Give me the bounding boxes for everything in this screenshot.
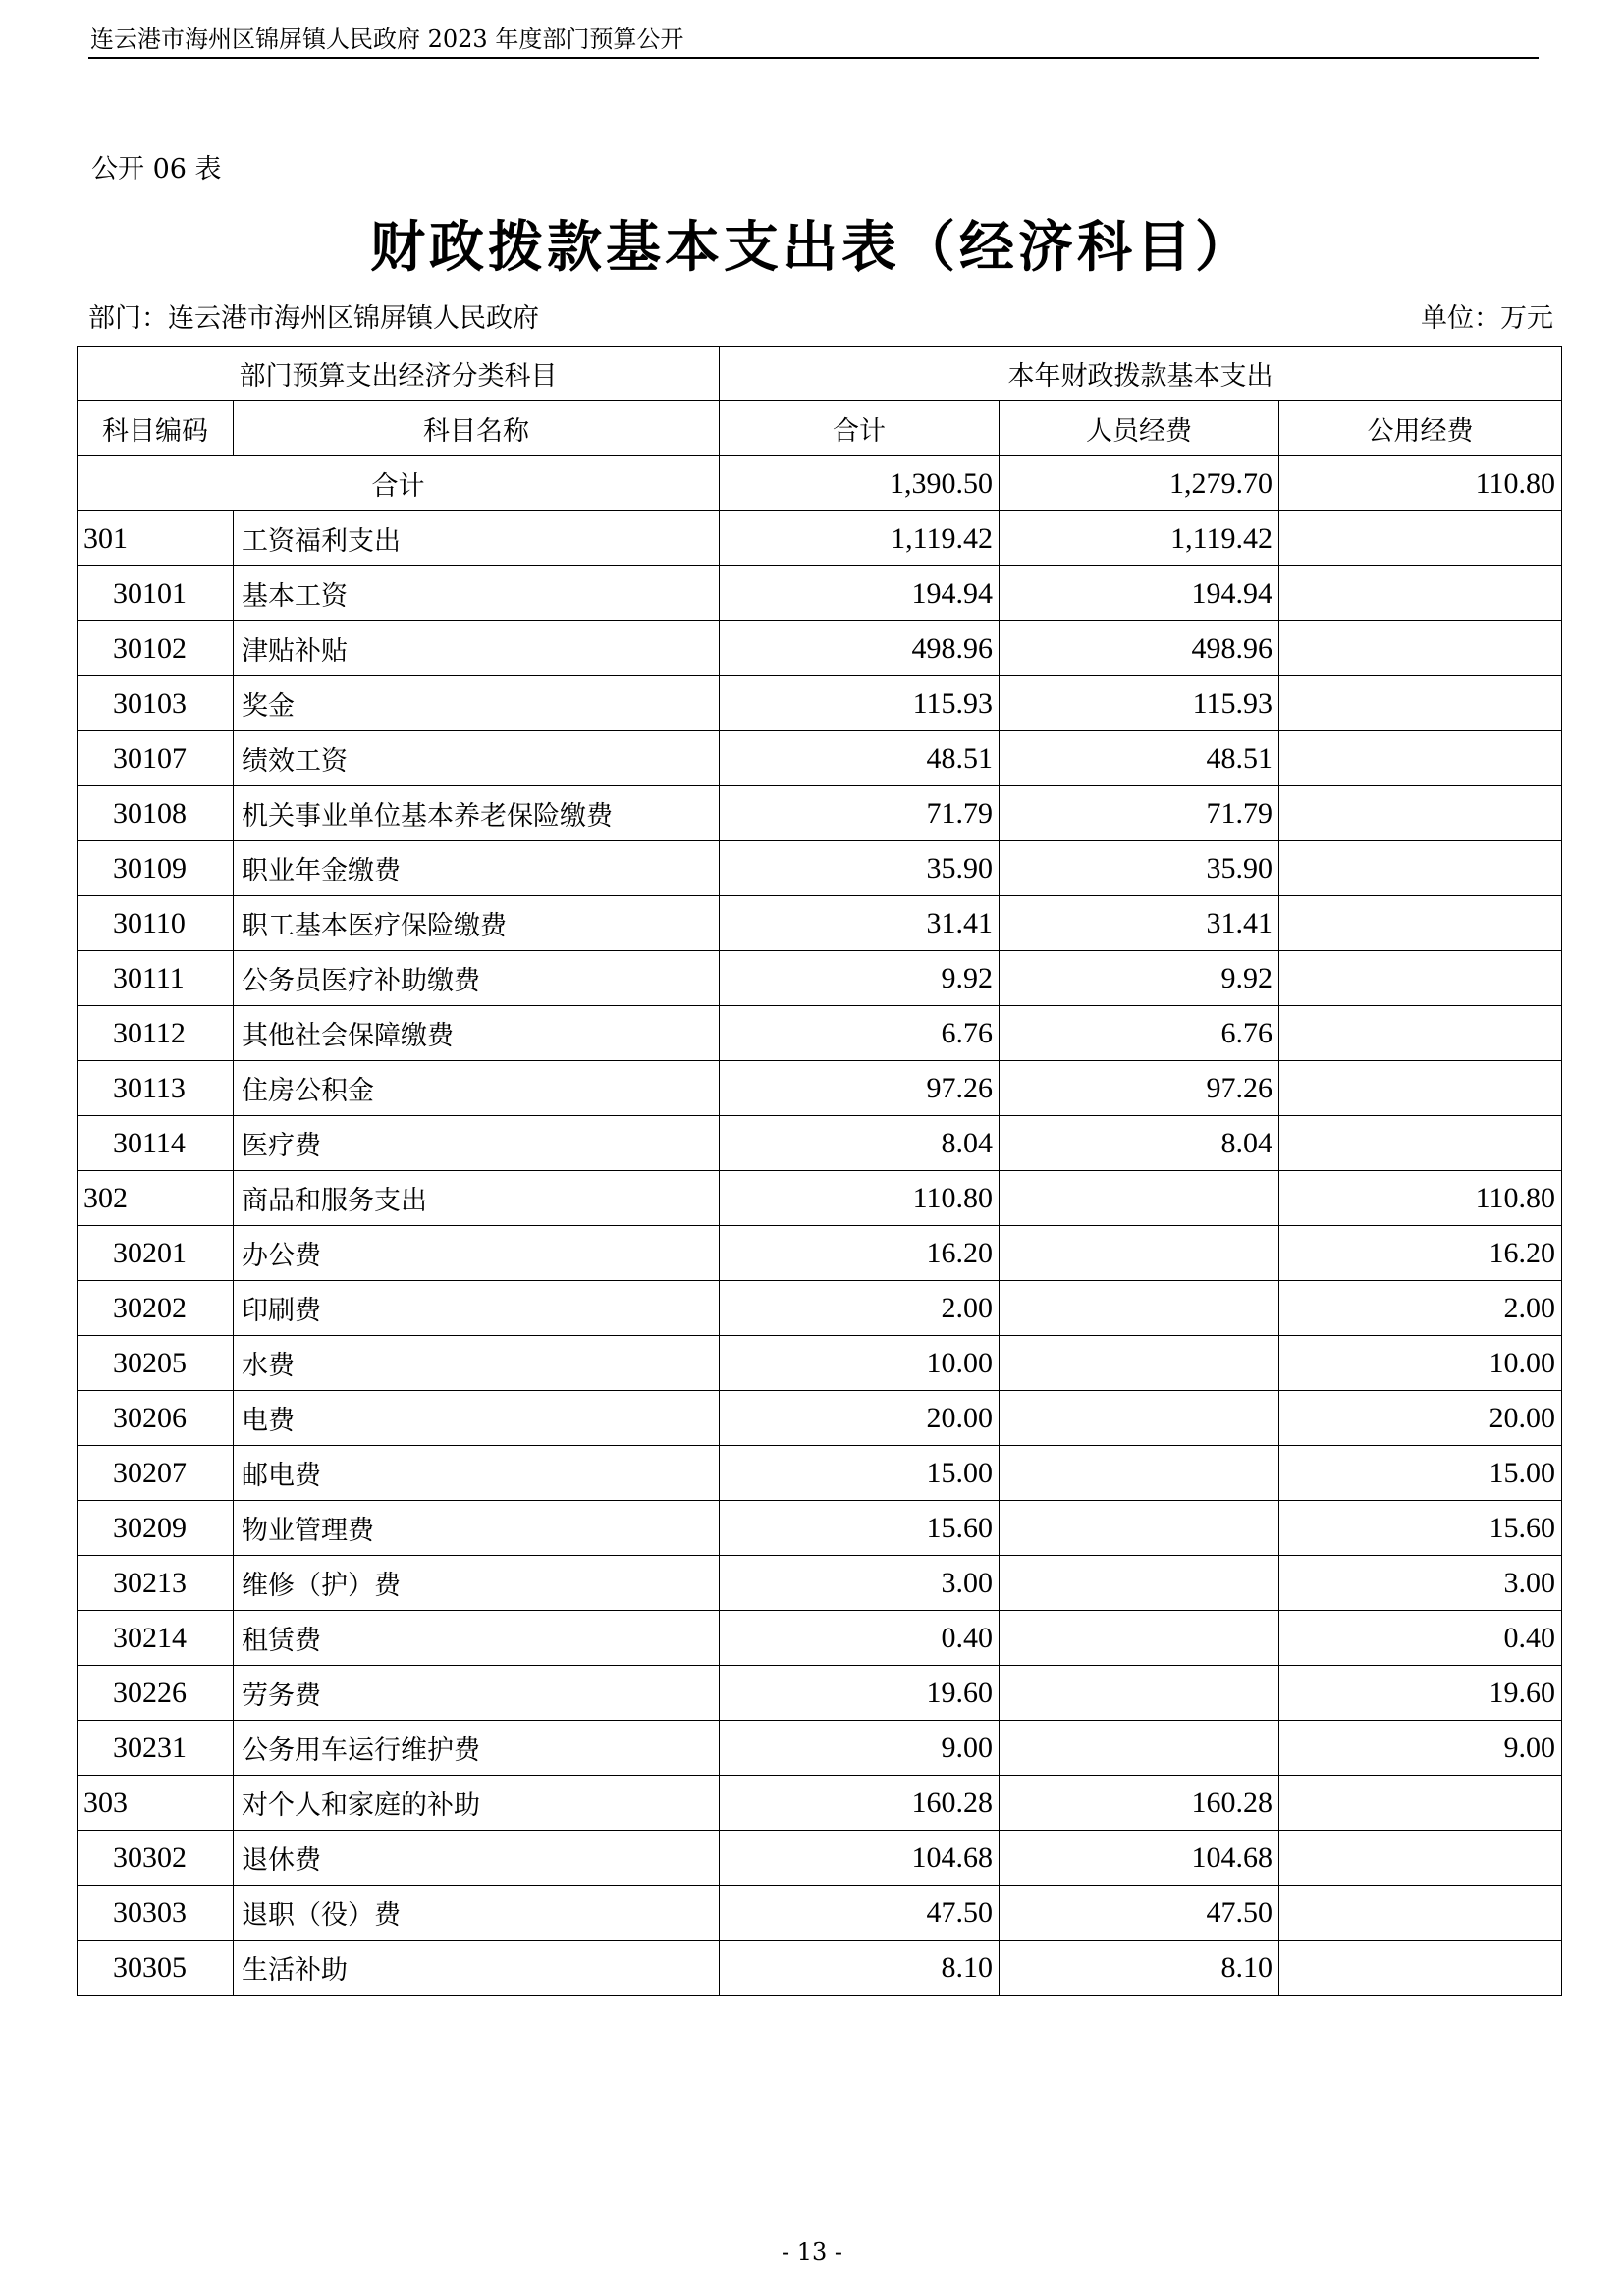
table-row (78, 1941, 1562, 1996)
cell-name: 工资福利支出 (234, 511, 720, 566)
cell-public (1279, 1061, 1562, 1116)
cell-code: 30110 (78, 896, 234, 951)
cell-public (1279, 1941, 1562, 1996)
cell-name: 物业管理费 (234, 1501, 720, 1556)
cell-personnel: 104.68 (1000, 1831, 1279, 1886)
cell-name: 职工基本医疗保险缴费 (234, 896, 720, 951)
cell-public: 15.60 (1279, 1501, 1562, 1556)
cell-name: 退职（役）费 (234, 1886, 720, 1941)
table-row (78, 1886, 1562, 1941)
cell-code: 30114 (78, 1116, 234, 1171)
table-number: 公开 06 表 (91, 154, 222, 185)
cell-code: 303 (78, 1776, 234, 1831)
total-personnel: 1,279.70 (1000, 456, 1279, 511)
cell-name: 劳务费 (234, 1666, 720, 1721)
cell-code: 30111 (78, 951, 234, 1006)
cell-total: 3.00 (720, 1556, 1000, 1611)
cell-personnel: 498.96 (1000, 621, 1279, 676)
cell-code: 30206 (78, 1391, 234, 1446)
cell-code: 30202 (78, 1281, 234, 1336)
cell-public: 15.00 (1279, 1446, 1562, 1501)
cell-name: 基本工资 (234, 566, 720, 621)
cell-total: 194.94 (720, 566, 1000, 621)
table-row (78, 896, 1562, 951)
cell-name: 其他社会保障缴费 (234, 1006, 720, 1061)
table-row (78, 1501, 1562, 1556)
cell-code: 302 (78, 1171, 234, 1226)
table-row (78, 511, 1562, 566)
cell-name: 医疗费 (234, 1116, 720, 1171)
column-header-personnel: 人员经费 (1000, 401, 1279, 456)
cell-code: 30302 (78, 1831, 234, 1886)
cell-public (1279, 621, 1562, 676)
cell-name: 办公费 (234, 1226, 720, 1281)
cell-public (1279, 841, 1562, 896)
table-row (78, 1171, 1562, 1226)
cell-name: 对个人和家庭的补助 (234, 1776, 720, 1831)
cell-personnel (1000, 1171, 1279, 1226)
cell-total: 10.00 (720, 1336, 1000, 1391)
cell-personnel (1000, 1446, 1279, 1501)
group-header-row (78, 347, 1562, 401)
cell-code: 301 (78, 511, 234, 566)
table-row (78, 676, 1562, 731)
cell-public (1279, 1006, 1562, 1061)
cell-code: 30103 (78, 676, 234, 731)
cell-total: 2.00 (720, 1281, 1000, 1336)
cell-public: 10.00 (1279, 1336, 1562, 1391)
cell-total: 110.80 (720, 1171, 1000, 1226)
table-row (78, 841, 1562, 896)
cell-public: 3.00 (1279, 1556, 1562, 1611)
table-row (78, 1281, 1562, 1336)
table-row (78, 1446, 1562, 1501)
cell-code: 30214 (78, 1611, 234, 1666)
cell-code: 30305 (78, 1941, 234, 1996)
cell-personnel: 8.04 (1000, 1116, 1279, 1171)
cell-code: 30213 (78, 1556, 234, 1611)
cell-personnel (1000, 1336, 1279, 1391)
cell-public: 16.20 (1279, 1226, 1562, 1281)
cell-code: 30207 (78, 1446, 234, 1501)
cell-personnel (1000, 1721, 1279, 1776)
cell-total: 9.00 (720, 1721, 1000, 1776)
cell-personnel (1000, 1391, 1279, 1446)
column-header-name: 科目名称 (234, 401, 720, 456)
cell-public (1279, 511, 1562, 566)
cell-code: 30102 (78, 621, 234, 676)
header-rule (88, 57, 1539, 59)
cell-total: 0.40 (720, 1611, 1000, 1666)
cell-total: 160.28 (720, 1776, 1000, 1831)
cell-personnel (1000, 1611, 1279, 1666)
cell-total: 15.00 (720, 1446, 1000, 1501)
unit-label: 单位：万元 (1421, 303, 1553, 334)
column-header-code: 科目编码 (78, 401, 234, 456)
cell-personnel: 115.93 (1000, 676, 1279, 731)
cell-name: 生活补助 (234, 1941, 720, 1996)
group-header-classification: 部门预算支出经济分类科目 (78, 347, 720, 401)
cell-personnel: 8.10 (1000, 1941, 1279, 1996)
cell-name: 商品和服务支出 (234, 1171, 720, 1226)
table-row (78, 1721, 1562, 1776)
cell-personnel: 160.28 (1000, 1776, 1279, 1831)
group-header-expenditure: 本年财政拨款基本支出 (720, 347, 1562, 401)
cell-total: 71.79 (720, 786, 1000, 841)
table-row (78, 1666, 1562, 1721)
budget-table (77, 346, 1562, 1996)
cell-total: 6.76 (720, 1006, 1000, 1061)
cell-name: 电费 (234, 1391, 720, 1446)
cell-code: 30201 (78, 1226, 234, 1281)
column-header-public: 公用经费 (1279, 401, 1562, 456)
cell-public (1279, 896, 1562, 951)
cell-personnel: 31.41 (1000, 896, 1279, 951)
column-header-total: 合计 (720, 401, 1000, 456)
cell-name: 公务用车运行维护费 (234, 1721, 720, 1776)
table-row (78, 951, 1562, 1006)
cell-total: 47.50 (720, 1886, 1000, 1941)
cell-total: 31.41 (720, 896, 1000, 951)
cell-total: 115.93 (720, 676, 1000, 731)
total-label: 合计 (78, 456, 720, 511)
cell-public (1279, 1776, 1562, 1831)
column-header-row (78, 401, 1562, 456)
cell-name: 维修（护）费 (234, 1556, 720, 1611)
table-row (78, 1116, 1562, 1171)
cell-name: 退休费 (234, 1831, 720, 1886)
table-row (78, 1061, 1562, 1116)
cell-total: 1,119.42 (720, 511, 1000, 566)
cell-public (1279, 566, 1562, 621)
table-row (78, 1831, 1562, 1886)
cell-name: 奖金 (234, 676, 720, 731)
cell-personnel (1000, 1281, 1279, 1336)
cell-code: 30226 (78, 1666, 234, 1721)
cell-total: 498.96 (720, 621, 1000, 676)
table-row (78, 1336, 1562, 1391)
cell-personnel: 9.92 (1000, 951, 1279, 1006)
total-amount: 1,390.50 (720, 456, 1000, 511)
table-row (78, 1226, 1562, 1281)
page-number: - 13 - (781, 2238, 842, 2266)
cell-personnel: 194.94 (1000, 566, 1279, 621)
table-row (78, 621, 1562, 676)
cell-personnel: 47.50 (1000, 1886, 1279, 1941)
cell-public: 110.80 (1279, 1171, 1562, 1226)
cell-public (1279, 951, 1562, 1006)
cell-code: 30101 (78, 566, 234, 621)
cell-name: 津贴补贴 (234, 621, 720, 676)
cell-name: 绩效工资 (234, 731, 720, 786)
cell-code: 30107 (78, 731, 234, 786)
cell-public (1279, 731, 1562, 786)
cell-personnel: 35.90 (1000, 841, 1279, 896)
cell-name: 租赁费 (234, 1611, 720, 1666)
cell-public (1279, 1116, 1562, 1171)
cell-name: 住房公积金 (234, 1061, 720, 1116)
cell-name: 邮电费 (234, 1446, 720, 1501)
cell-total: 15.60 (720, 1501, 1000, 1556)
cell-total: 20.00 (720, 1391, 1000, 1446)
cell-personnel: 6.76 (1000, 1006, 1279, 1061)
cell-code: 30113 (78, 1061, 234, 1116)
cell-code: 30108 (78, 786, 234, 841)
department-label: 部门：连云港市海州区锦屏镇人民政府 (88, 303, 539, 334)
cell-personnel: 97.26 (1000, 1061, 1279, 1116)
table-row (78, 1006, 1562, 1061)
cell-public (1279, 1886, 1562, 1941)
page-title: 财政拨款基本支出表（经济科目） (370, 215, 1254, 280)
cell-code: 30209 (78, 1501, 234, 1556)
cell-public: 20.00 (1279, 1391, 1562, 1446)
cell-total: 8.10 (720, 1941, 1000, 1996)
cell-name: 印刷费 (234, 1281, 720, 1336)
cell-total: 48.51 (720, 731, 1000, 786)
cell-total: 19.60 (720, 1666, 1000, 1721)
table-row (78, 566, 1562, 621)
cell-personnel (1000, 1556, 1279, 1611)
cell-name: 水费 (234, 1336, 720, 1391)
cell-total: 104.68 (720, 1831, 1000, 1886)
cell-personnel: 48.51 (1000, 731, 1279, 786)
cell-personnel: 71.79 (1000, 786, 1279, 841)
cell-public: 2.00 (1279, 1281, 1562, 1336)
table-row (78, 1776, 1562, 1831)
table-row (78, 786, 1562, 841)
cell-personnel (1000, 1501, 1279, 1556)
cell-total: 9.92 (720, 951, 1000, 1006)
cell-code: 30112 (78, 1006, 234, 1061)
cell-name: 职业年金缴费 (234, 841, 720, 896)
cell-code: 30231 (78, 1721, 234, 1776)
cell-personnel (1000, 1666, 1279, 1721)
cell-public (1279, 676, 1562, 731)
cell-public: 19.60 (1279, 1666, 1562, 1721)
cell-public: 9.00 (1279, 1721, 1562, 1776)
table-row (78, 1556, 1562, 1611)
cell-public (1279, 1831, 1562, 1886)
total-public: 110.80 (1279, 456, 1562, 511)
cell-public (1279, 786, 1562, 841)
cell-name: 机关事业单位基本养老保险缴费 (234, 786, 720, 841)
cell-personnel: 1,119.42 (1000, 511, 1279, 566)
table-row (78, 731, 1562, 786)
table-row (78, 1391, 1562, 1446)
cell-code: 30109 (78, 841, 234, 896)
cell-name: 公务员医疗补助缴费 (234, 951, 720, 1006)
running-header: 连云港市海州区锦屏镇人民政府 2023 年度部门预算公开 (90, 26, 684, 53)
cell-total: 35.90 (720, 841, 1000, 896)
cell-total: 16.20 (720, 1226, 1000, 1281)
cell-total: 8.04 (720, 1116, 1000, 1171)
cell-code: 30303 (78, 1886, 234, 1941)
cell-code: 30205 (78, 1336, 234, 1391)
total-row (78, 456, 1562, 511)
cell-total: 97.26 (720, 1061, 1000, 1116)
cell-public: 0.40 (1279, 1611, 1562, 1666)
table-row (78, 1611, 1562, 1666)
cell-personnel (1000, 1226, 1279, 1281)
